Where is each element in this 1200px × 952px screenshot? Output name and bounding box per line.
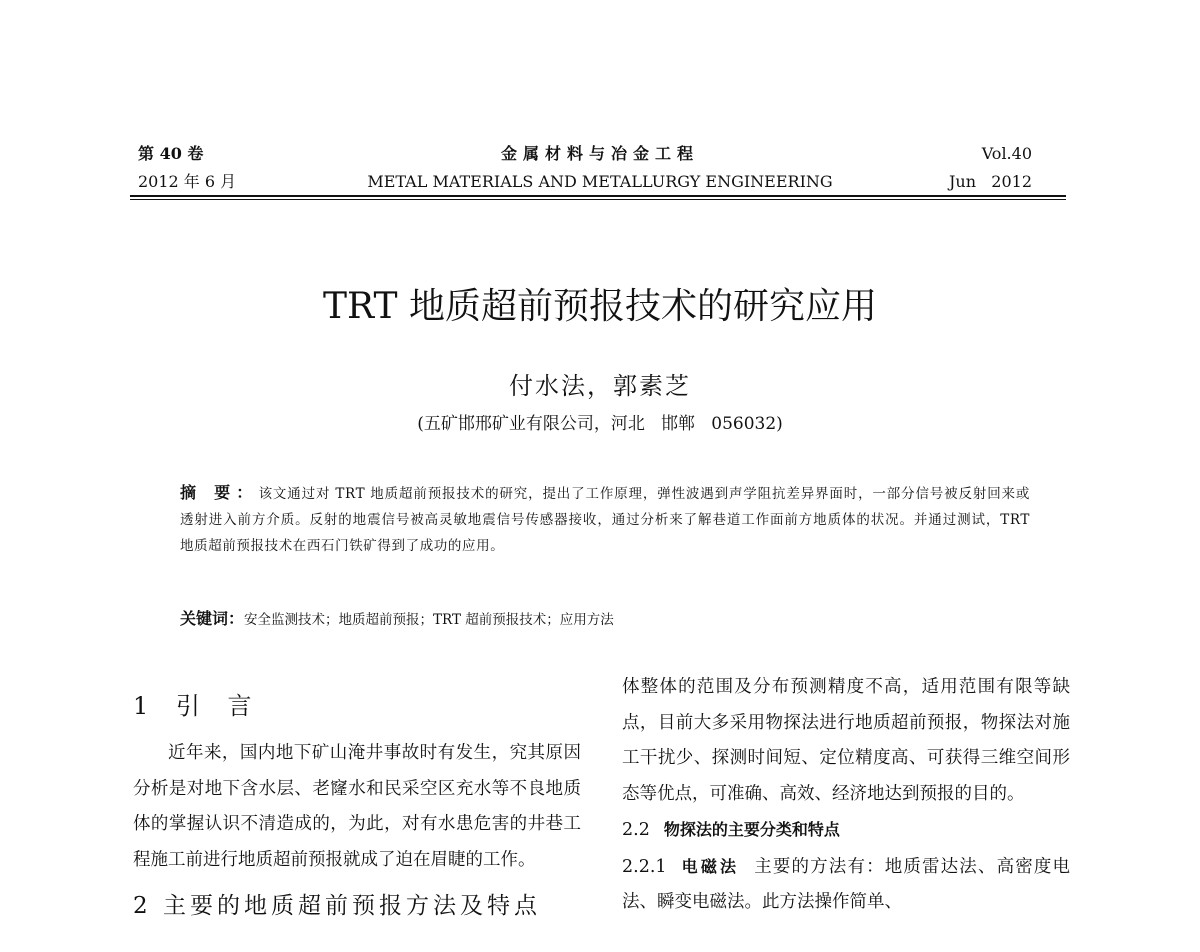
right-column [622,670,1070,921]
keywords-label: 关键词： [180,609,245,628]
header-left [138,140,268,196]
header-rule-thick [130,195,1066,197]
subsection-2-2-1-text: 主要的方法有：地质雷达法、高密度电法、瞬变电磁法。此方法操作简单、 [622,856,1070,912]
subsection-2-2 [622,812,1070,849]
section-1-paragraph: 近年来，国内地下矿山淹井事故时有发生，究其原因分析是对地下含水层、老窿水和民采空区充水等不良地质体的掌握认识不清造成的，为此，对有水患危害的井巷工程施工前进行地质超前预报就成了迫在眉睫的工作。 [133,743,581,870]
section-2-title: 2 主要的地质超前预报方法及特点 [133,893,541,919]
header-volume: 第 40 卷 [138,144,204,163]
subsection-2-2-title: 物探法的主要分类和特点 [663,820,840,839]
header-date-en: Jun 2012 [949,172,1032,191]
journal-title-en: METAL MATERIALS AND METALLURGY ENGINEERING [367,172,833,191]
left-column [133,686,581,936]
keywords-text: 安全监测技术；地质超前预报；TRT 超前预报技术；应用方法 [244,612,614,628]
abstract-text: 该文通过对 TRT 地质超前预报技术的研究，提出了工作原理，弹性波遇到声学阻抗差异界面时，一部分信号被反射回来或透射进入前方介质。反射的地震信号被高灵敏地震信号传感器接收，通过分析来了解巷道工作面前方地质体的状况。并通过测试，TRT 地质超前预报技术在西石门铁矿得到了成功的应用。 [180,486,1030,554]
header-volume-en: Vol.40 [981,144,1032,163]
header-right [900,140,1032,196]
abstract [180,480,1030,559]
subsection-2-2-number: 2.2 [622,820,650,840]
header-date: 2012 年 6 月 [138,172,237,191]
header-center [320,140,880,196]
section-1-title: 1 引 言 [133,692,262,720]
abstract-label: 摘 要： [180,483,259,502]
subsection-2-2-1-number: 2.2.1 [622,856,667,877]
journal-title-cn: 金属材料与冶金工程 [500,144,699,163]
keywords [180,606,1030,633]
paper-affiliation: (五矿邯邢矿业有限公司，河北 邯郸 056032) [417,414,783,434]
subsection-2-2-1 [622,849,1070,921]
paper-authors: 付水法，郭素芝 [509,372,691,400]
subsection-2-2-1-title: 电磁法 [680,856,740,876]
paper-title: TRT 地质超前预报技术的研究应用 [323,286,877,327]
right-paragraph-1: 体整体的范围及分布预测精度不高，适用范围有限等缺点，目前大多采用物探法进行地质超前预报，物探法对施工干扰少、探测时间短、定位精度高、可获得三维空间形态等优点，可准确、高效、经济地达到预报的目的。 [622,677,1070,804]
header-rule-thin [130,199,1066,200]
